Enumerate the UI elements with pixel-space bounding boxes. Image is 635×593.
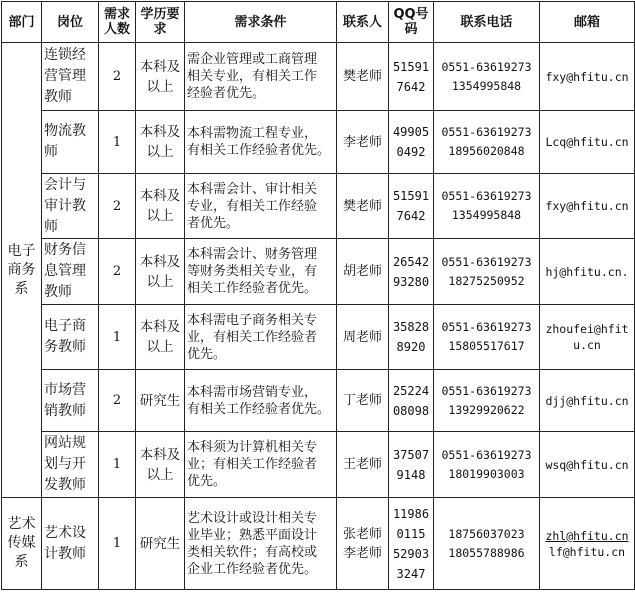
education-line: 本科及	[139, 188, 181, 204]
email-cell	[540, 498, 635, 590]
dept-art-line: 艺术	[7, 516, 36, 532]
position-line: 计教师	[44, 545, 86, 562]
count-cell: 2	[99, 370, 136, 432]
position-cell	[42, 43, 99, 111]
requirement-line: 者优先。	[187, 215, 240, 231]
dept-ecommerce-cell	[2, 43, 42, 498]
requirement-line: 业；有相关工作经验者	[187, 457, 318, 472]
count-cell: 1	[99, 432, 136, 498]
education-cell	[136, 370, 185, 432]
education-cell	[136, 498, 185, 590]
requirement-line: 艺术设计或设计相关专	[187, 510, 318, 526]
phone-line: 0551-63619273	[441, 189, 532, 203]
header-education	[136, 2, 185, 43]
recruitment-table	[1, 1, 635, 590]
header-count	[99, 2, 136, 43]
position-line: 市场营	[44, 381, 86, 398]
header-qq-line: 码	[404, 22, 418, 37]
contact-cell: 樊老师	[337, 174, 389, 239]
qq-line: 37507	[392, 447, 430, 462]
contact-cell: 李老师	[337, 111, 389, 174]
position-line: 划与开	[44, 456, 86, 472]
contact-cell: 周老师	[337, 305, 389, 370]
header-count-line: 需求	[103, 7, 130, 22]
table-row	[2, 498, 635, 590]
position-line: 营管理	[44, 68, 86, 84]
qq-cell	[389, 305, 434, 370]
qq-line: 08098	[392, 403, 430, 418]
position-cell	[42, 174, 99, 239]
qq-cell	[389, 498, 434, 590]
education-cell	[136, 305, 185, 370]
phone-cell	[434, 305, 540, 370]
position-line: 艺术设	[44, 524, 86, 541]
position-line: 息管理	[44, 263, 86, 279]
requirement-cell	[185, 498, 337, 590]
requirement-line: 相关专业，有相关工作	[187, 69, 318, 84]
email-cell[interactable]: djj@hfitu.cn	[540, 370, 635, 432]
phone-line: 0551-63619273	[441, 383, 532, 398]
header-phone: 联系电话	[434, 2, 540, 43]
count-cell: 2	[99, 43, 136, 111]
position-line: 务教师	[44, 339, 86, 355]
requirement-line: 本科需会计、审计相关	[187, 181, 318, 197]
position-line: 教师	[44, 89, 72, 105]
requirement-line: 本科需电子商务相关专	[187, 312, 318, 328]
qq-line: 0492	[396, 145, 426, 159]
header-position: 岗位	[42, 2, 99, 43]
table-row	[2, 305, 635, 370]
dept-art-cell	[2, 498, 42, 590]
email-cell[interactable]: wsq@hfitu.cn	[540, 432, 635, 498]
requirement-line: 需企业管理或工商管理	[187, 52, 318, 67]
requirement-cell	[185, 239, 337, 305]
position-cell	[42, 498, 99, 590]
requirement-line: 优先。	[187, 474, 227, 489]
header-dept: 部门	[2, 2, 42, 43]
qq-line: 52903	[392, 546, 430, 561]
requirement-line: 业，有相关工作经验者	[187, 329, 318, 345]
phone-cell	[434, 174, 540, 239]
header-qq-line: QQ号	[393, 7, 429, 22]
phone-cell	[434, 370, 540, 432]
requirement-line: 优先。	[187, 346, 227, 362]
phone-line: 18055788986	[448, 545, 525, 560]
phone-cell	[434, 43, 540, 111]
requirement-line: 相关工作经验者优先。	[187, 281, 318, 296]
requirement-line: 有相关工作经验者优先。	[187, 143, 331, 158]
education-line: 本科及	[139, 58, 181, 75]
education-cell	[136, 43, 185, 111]
position-line: 财务信	[44, 242, 86, 258]
requirement-line: 本科需会计、财务管理	[187, 247, 318, 262]
requirement-cell	[185, 111, 337, 174]
education-line: 研究生	[139, 535, 181, 552]
header-requirement: 需求条件	[185, 2, 337, 43]
qq-line: 25224	[392, 383, 430, 398]
count-cell: 2	[99, 239, 136, 305]
position-line: 连锁经	[44, 47, 86, 63]
qq-cell	[389, 43, 434, 111]
requirement-line: 类相关软件；有高校或	[187, 544, 318, 560]
education-line: 以上	[146, 339, 174, 355]
phone-line: 18956020848	[448, 144, 525, 158]
table-row	[2, 370, 635, 432]
qq-line: 7642	[396, 209, 426, 223]
position-cell	[42, 305, 99, 370]
education-line: 以上	[146, 144, 174, 160]
qq-line: 51591	[392, 189, 430, 203]
count-cell: 1	[99, 111, 136, 174]
header-count-line: 人数	[103, 22, 130, 37]
position-line: 发教师	[44, 477, 86, 493]
education-cell	[136, 432, 185, 498]
education-line: 本科及	[139, 446, 181, 463]
position-line: 销教师	[44, 402, 86, 419]
requirement-line: 等财务类相关专业，有	[187, 264, 318, 279]
header-row	[2, 2, 635, 43]
dept-ecommerce-line: 电子	[7, 242, 36, 259]
position-line: 物流教	[44, 123, 86, 139]
phone-line: 13929920622	[448, 402, 525, 417]
phone-cell	[434, 432, 540, 498]
requirement-cell	[185, 43, 337, 111]
education-line: 以上	[146, 78, 174, 95]
email-cell[interactable]: fxy@hfitu.cn	[540, 43, 635, 111]
education-cell	[136, 239, 185, 305]
education-line: 本科及	[139, 253, 181, 270]
qq-cell	[389, 174, 434, 239]
contact-cell	[337, 498, 389, 590]
phone-cell	[434, 239, 540, 305]
contact-cell: 丁老师	[337, 370, 389, 432]
qq-line: 93280	[392, 274, 430, 289]
phone-line: 18275250952	[448, 273, 525, 288]
dept-ecommerce-line: 商务	[7, 261, 36, 278]
dept-art-line: 系	[14, 554, 29, 570]
qq-line: 35828	[392, 320, 430, 334]
position-cell	[42, 111, 99, 174]
qq-cell	[389, 239, 434, 305]
education-cell	[136, 174, 185, 239]
phone-line: 15805517617	[448, 339, 525, 353]
email-cell[interactable]: fxy@hfitu.cn	[540, 174, 635, 239]
email-line[interactable]: zhoufei@hfit	[545, 322, 629, 336]
position-cell	[42, 239, 99, 305]
position-line: 会计与	[44, 176, 86, 193]
requirement-line: 本科须为计算机相关专	[187, 440, 318, 455]
qq-line: 9148	[396, 467, 426, 482]
education-line: 以上	[146, 208, 174, 224]
phone-line: 18019903003	[448, 466, 525, 481]
dept-art-line: 传媒	[7, 535, 36, 551]
requirement-line: 业毕业；熟悉平面设计	[187, 527, 318, 543]
qq-line: 51591	[392, 59, 430, 74]
position-cell	[42, 432, 99, 498]
qq-cell	[389, 370, 434, 432]
phone-line: 1354995848	[451, 78, 522, 93]
phone-cell	[434, 498, 540, 590]
qq-cell	[389, 111, 434, 174]
position-line: 师	[44, 218, 58, 235]
email-line[interactable]: u.cn	[573, 338, 601, 352]
requirement-line: 经验者优先。	[187, 86, 266, 101]
email-cell[interactable]	[540, 305, 635, 370]
phone-line: 0551-63619273	[441, 125, 532, 139]
phone-line: 0551-63619273	[441, 59, 532, 74]
position-line: 教师	[44, 284, 72, 300]
requirement-line: 企业工作经验者优先。	[187, 561, 318, 577]
contact-cell: 胡老师	[337, 239, 389, 305]
position-line: 师	[44, 144, 58, 160]
education-line: 本科及	[139, 319, 181, 335]
contact-line: 张老师	[342, 526, 382, 542]
header-education-line: 求	[153, 22, 167, 37]
qq-line: 3247	[396, 566, 426, 581]
table-row	[2, 111, 635, 174]
header-contact: 联系人	[337, 2, 389, 43]
phone-line: 0551-63619273	[441, 320, 532, 334]
qq-line: 11986	[392, 506, 430, 521]
table-row	[2, 43, 635, 111]
phone-line: 0551-63619273	[441, 447, 532, 462]
qq-line: 0115	[396, 526, 426, 541]
phone-line: 1354995848	[451, 208, 522, 222]
contact-cell: 王老师	[337, 432, 389, 498]
requirement-cell	[185, 432, 337, 498]
qq-line: 7642	[396, 79, 426, 94]
header-qq	[389, 2, 434, 43]
email-cell[interactable]: hj@hfitu.cn.	[540, 239, 635, 305]
position-line: 电子商	[44, 318, 86, 334]
count-cell: 1	[99, 498, 136, 590]
contact-cell: 樊老师	[337, 43, 389, 111]
table-row	[2, 174, 635, 239]
requirement-cell	[185, 370, 337, 432]
header-email: 邮箱	[540, 2, 635, 43]
table-row	[2, 239, 635, 305]
education-line: 研究生	[139, 392, 181, 409]
position-line: 审计教	[44, 197, 86, 214]
dept-ecommerce-line: 系	[14, 280, 29, 297]
requirement-line: 本科需物流工程专业，	[187, 126, 318, 141]
position-cell	[42, 370, 99, 432]
position-line: 网站规	[44, 435, 86, 451]
table-row	[2, 432, 635, 498]
header-education-line: 学历要	[140, 7, 180, 22]
count-cell: 2	[99, 174, 136, 239]
email-cell[interactable]: Lcq@hfitu.cn	[540, 111, 635, 174]
qq-line: 8920	[396, 340, 426, 354]
email-line[interactable]: lf@hfitu.cn	[548, 544, 626, 559]
requirement-cell	[185, 305, 337, 370]
education-cell	[136, 111, 185, 174]
requirement-cell	[185, 174, 337, 239]
qq-cell	[389, 432, 434, 498]
requirement-line: 专业，有相关工作经验	[187, 198, 318, 214]
requirement-line: 有相关工作经验者优先。	[187, 401, 331, 417]
phone-cell	[434, 111, 540, 174]
phone-line: 0551-63619273	[441, 254, 532, 269]
qq-line: 49905	[392, 125, 430, 139]
email-link[interactable]: zhl@hfitu.cn	[545, 528, 629, 543]
education-line: 以上	[146, 273, 174, 290]
contact-line: 李老师	[342, 545, 382, 561]
phone-line: 18756037023	[448, 526, 525, 541]
requirement-line: 本科需市场营销专业，	[187, 384, 318, 400]
education-line: 以上	[146, 466, 174, 483]
education-line: 本科及	[139, 124, 181, 140]
count-cell: 1	[99, 305, 136, 370]
qq-line: 26542	[392, 254, 430, 269]
